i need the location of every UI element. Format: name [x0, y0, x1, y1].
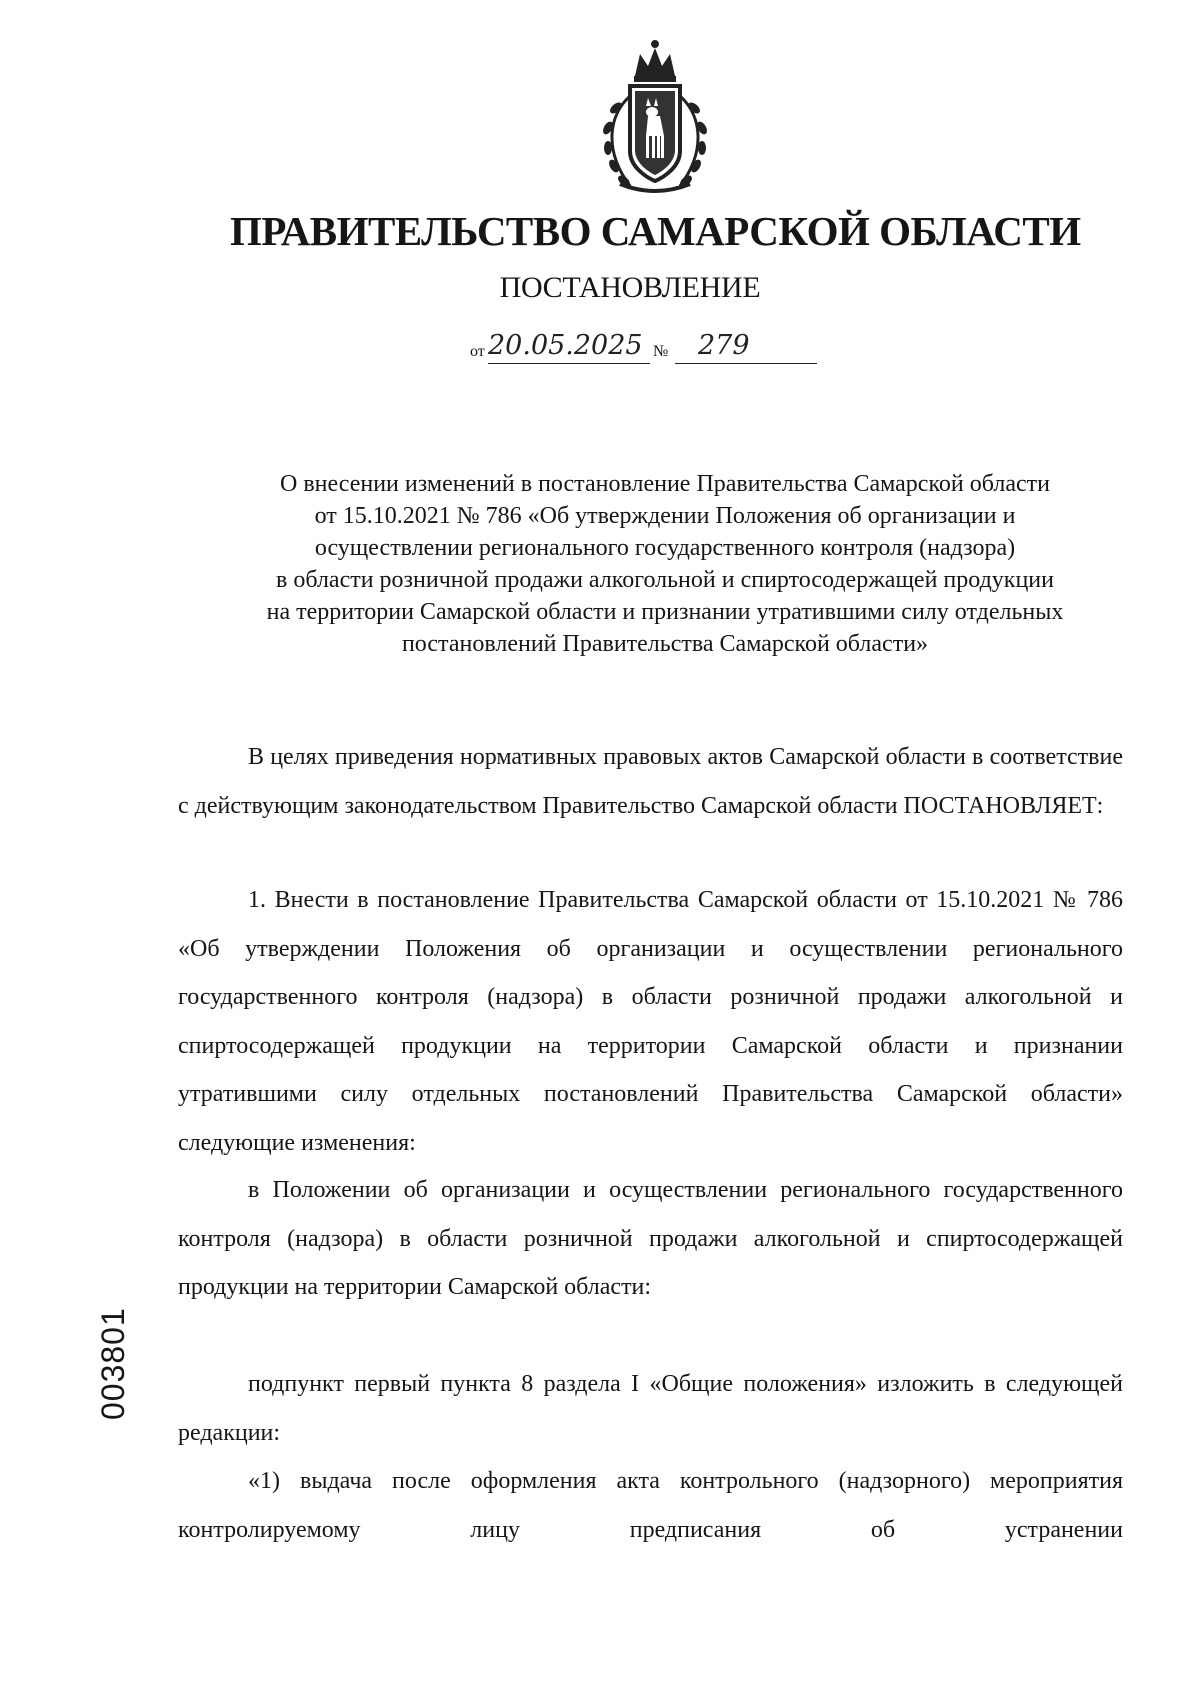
document-subject [190, 468, 1140, 660]
margin-registration-code: 003801 [95, 1307, 131, 1420]
clause-1-paragraph: 1. Внести в постановление Правительства Самарской области от 15.10.2021 № 786 «Об утверждении Положения об организации и осуществлении регионального государственного контроля (надзора) в области розничной продажи алкогольной и спиртосодержащей продукции на территории Самарской области и признании утратившими силу отдельных постановлений Правительства Самарской области» следующие изменения: [178, 887, 1123, 1156]
subject-line: осуществлении регионального государственного контроля (надзора) [314, 535, 1016, 561]
quoted-text-paragraph: «1) выдача после оформления акта контрольного (надзорного) мероприятия контролируемому лицу предписания об устранении [178, 1468, 1123, 1543]
subject-line: постановлений Правительства Самарской области» [401, 631, 929, 657]
date-prefix: от [470, 343, 485, 360]
handwritten-number: 279 [698, 330, 750, 361]
document-type: ПОСТАНОВЛЕНИЕ [499, 271, 761, 304]
number-underline [675, 363, 817, 364]
date-underline [488, 363, 650, 364]
subject-line: от 15.10.2021 № 786 «Об утверждении Положения об организации и [314, 503, 1016, 529]
date-number-line [470, 330, 850, 366]
coat-of-arms-emblem [590, 36, 720, 196]
subclause-paragraph: подпункт первый пункта 8 раздела I «Общие положения» изложить в следующей редакции: [178, 1371, 1123, 1446]
number-prefix: № [653, 343, 669, 360]
subject-line: О внесении изменений в постановление Правительства Самарской области [280, 471, 1050, 497]
handwritten-date: 20.05.2025 [488, 330, 643, 361]
subject-line: на территории Самарской области и признании утратившими силу отдельных [266, 599, 1064, 625]
preamble-paragraph: В целях приведения нормативных правовых актов Самарской области в соответствие с действующим законодательством Правительство Самарской области ПОСТАНОВЛЯЕТ: [178, 744, 1123, 819]
organization-title: ПРАВИТЕЛЬСТВО САМАРСКОЙ ОБЛАСТИ [230, 208, 1081, 254]
subject-line: в области розничной продажи алкогольной и спиртосодержащей продукции [276, 567, 1054, 593]
regulation-paragraph: в Положении об организации и осуществлении регионального государственного контроля (надзора) в области розничной продажи алкогольной и спиртосодержащей продукции на территории Самарской области: [178, 1177, 1123, 1300]
